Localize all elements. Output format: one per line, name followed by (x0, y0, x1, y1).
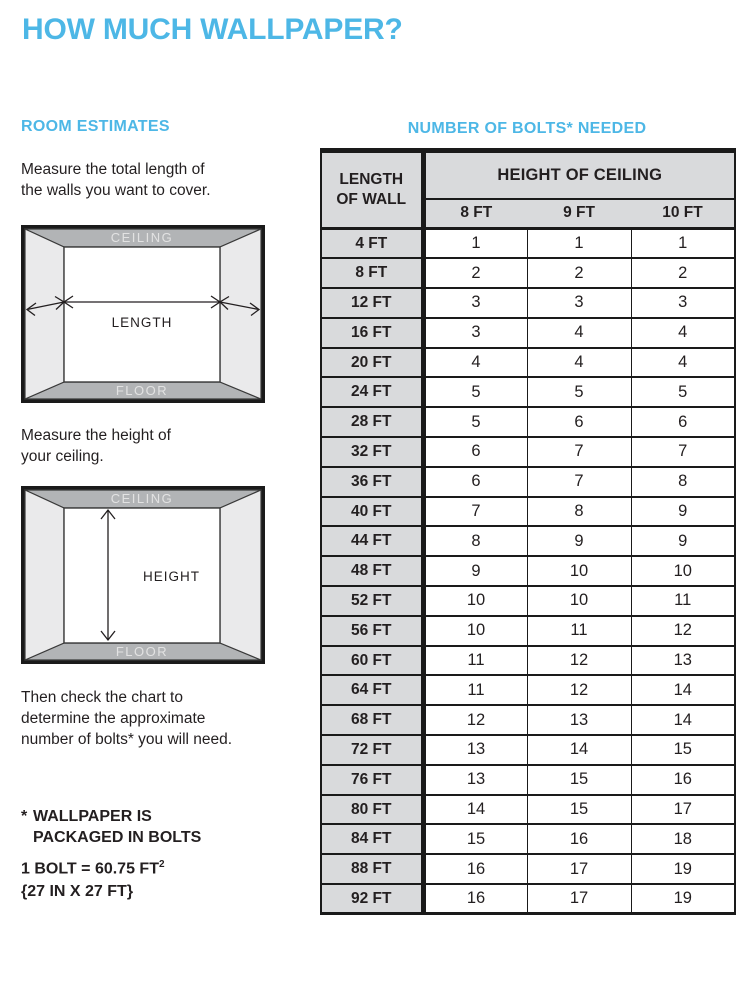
wall-length-cell: 4 FT (321, 229, 423, 259)
table-row (321, 824, 735, 854)
table-row (321, 437, 735, 467)
right-wall (220, 229, 261, 399)
bolt-count-cell: 17 (631, 795, 735, 825)
col-header-8ft: 8 FT (423, 199, 527, 229)
left-wall (25, 229, 64, 399)
bolt-count-cell: 16 (423, 854, 527, 884)
bolt-count-cell: 16 (631, 765, 735, 795)
table-row (321, 318, 735, 348)
length-dim-label: LENGTH (111, 315, 173, 330)
bolt-count-cell: 14 (423, 795, 527, 825)
bolt-count-cell: 9 (631, 526, 735, 556)
wall-length-cell: 52 FT (321, 586, 423, 616)
table-row (321, 288, 735, 318)
bolt-count-cell: 14 (527, 735, 631, 765)
bolt-count-cell: 17 (527, 884, 631, 914)
wallpaper-footnote (21, 806, 201, 848)
bolt-count-cell: 3 (631, 288, 735, 318)
asterisk: * (21, 808, 28, 825)
wall-length-cell: 92 FT (321, 884, 423, 914)
room-estimates-heading: ROOM ESTIMATES (21, 118, 170, 135)
table-row (321, 586, 735, 616)
table-row (321, 646, 735, 676)
bolt-count-cell: 19 (631, 884, 735, 914)
bolt-count-cell: 13 (527, 705, 631, 735)
wall-length-cell: 28 FT (321, 407, 423, 437)
footnote-text1: WALLPAPER IS (33, 808, 152, 825)
bolt-count-cell: 2 (527, 258, 631, 288)
length-of-wall-header (321, 151, 423, 229)
bolt-count-cell: 9 (631, 497, 735, 527)
bolt-count-cell: 16 (423, 884, 527, 914)
squared-superscript: 2 (158, 859, 165, 870)
bolt-count-cell: 2 (423, 258, 527, 288)
bolt-count-cell: 11 (423, 646, 527, 676)
table-row (321, 526, 735, 556)
bolt-count-cell: 14 (631, 705, 735, 735)
bolt-count-cell: 12 (423, 705, 527, 735)
wall-length-cell: 76 FT (321, 765, 423, 795)
bolt-count-cell: 1 (527, 229, 631, 259)
length-of-wall-line2: OF WALL (336, 191, 407, 208)
bolt-count-cell: 15 (631, 735, 735, 765)
bolt-count-cell: 11 (423, 675, 527, 705)
table-row (321, 735, 735, 765)
table-header (321, 151, 735, 229)
wall-length-cell: 64 FT (321, 675, 423, 705)
bolt-count-cell: 13 (631, 646, 735, 676)
table-row (321, 854, 735, 884)
wall-length-cell: 44 FT (321, 526, 423, 556)
bolt-count-cell: 8 (423, 526, 527, 556)
bolt-count-cell: 10 (423, 616, 527, 646)
page-title: HOW MUCH WALLPAPER? (22, 13, 403, 46)
table-row (321, 765, 735, 795)
right-wall (220, 490, 261, 660)
floor-label: FLOOR (115, 644, 169, 659)
bolt-count-cell: 1 (631, 229, 735, 259)
left-wall (25, 490, 64, 660)
wall-length-cell: 24 FT (321, 377, 423, 407)
bolt-count-cell: 11 (527, 616, 631, 646)
table-row (321, 377, 735, 407)
bolt-count-cell: 6 (423, 437, 527, 467)
table-row (321, 229, 735, 259)
table-row (321, 407, 735, 437)
bolt-count-cell: 15 (527, 795, 631, 825)
instruction-chart-line1: Then check the chart to (21, 689, 183, 706)
wall-length-cell: 40 FT (321, 497, 423, 527)
bolt-count-cell: 7 (631, 437, 735, 467)
bolt-count-cell: 12 (527, 646, 631, 676)
table-row (321, 616, 735, 646)
bolts-table (320, 148, 736, 915)
bolt-count-cell: 7 (527, 437, 631, 467)
wall-length-cell: 88 FT (321, 854, 423, 884)
bolt-count-cell: 14 (631, 675, 735, 705)
bolt-count-cell: 3 (527, 288, 631, 318)
room-height-diagram (21, 486, 265, 664)
bolts-needed-heading: NUMBER OF BOLTS* NEEDED (407, 120, 647, 137)
table-row (321, 467, 735, 497)
instruction-chart (21, 687, 232, 750)
bolt-count-cell: 4 (527, 318, 631, 348)
wall-length-cell: 68 FT (321, 705, 423, 735)
table-row (321, 348, 735, 378)
ceiling-label: CEILING (110, 230, 174, 245)
bolt-count-cell: 9 (423, 556, 527, 586)
bolt-count-cell: 12 (527, 675, 631, 705)
wall-length-cell: 32 FT (321, 437, 423, 467)
footnote-line1 (21, 806, 201, 827)
room-length-diagram (21, 225, 265, 403)
bolt-count-cell: 10 (423, 586, 527, 616)
table-row (321, 884, 735, 914)
wall-length-cell: 16 FT (321, 318, 423, 348)
bolt-count-cell: 7 (423, 497, 527, 527)
table-row (321, 675, 735, 705)
bolt-count-cell: 6 (631, 407, 735, 437)
table-row (321, 258, 735, 288)
wall-length-cell: 84 FT (321, 824, 423, 854)
col-header-9ft: 9 FT (527, 199, 631, 229)
height-dim-label: HEIGHT (143, 569, 201, 584)
bolt-count-cell: 12 (631, 616, 735, 646)
bolt-count-cell: 5 (423, 407, 527, 437)
bolt-count-cell: 15 (423, 824, 527, 854)
instruction-chart-line3: number of bolts* you will need. (21, 731, 233, 748)
bolt-count-cell: 4 (423, 348, 527, 378)
bolt-count-cell: 4 (527, 348, 631, 378)
bolt-equation (21, 859, 165, 878)
wall-length-cell: 72 FT (321, 735, 423, 765)
bolt-count-cell: 10 (527, 556, 631, 586)
bolt-count-cell: 13 (423, 765, 527, 795)
bolt-count-cell: 6 (423, 467, 527, 497)
wall-length-cell: 8 FT (321, 258, 423, 288)
bolt-count-cell: 5 (631, 377, 735, 407)
instruction-chart-line2: determine the approximate (21, 710, 206, 727)
table-row (321, 497, 735, 527)
bolt-count-cell: 18 (631, 824, 735, 854)
bolt-count-cell: 17 (527, 854, 631, 884)
col-header-10ft: 10 FT (631, 199, 735, 229)
bolt-count-cell: 11 (631, 586, 735, 616)
instruction-length-line2: the walls you want to cover. (21, 182, 211, 199)
length-of-wall-line1: LENGTH (339, 171, 404, 188)
bolt-count-cell: 4 (631, 318, 735, 348)
bolt-count-cell: 19 (631, 854, 735, 884)
instruction-height (21, 425, 171, 467)
bolt-count-cell: 9 (527, 526, 631, 556)
bolt-table (320, 148, 736, 915)
ceiling-label: CEILING (110, 491, 174, 506)
wall-length-cell: 48 FT (321, 556, 423, 586)
bolt-count-cell: 3 (423, 288, 527, 318)
instruction-length (21, 159, 211, 201)
bolt-count-cell: 5 (423, 377, 527, 407)
bolt-count-cell: 1 (423, 229, 527, 259)
table-row (321, 556, 735, 586)
bolt-count-cell: 3 (423, 318, 527, 348)
bolt-dimensions: {27 IN X 27 FT} (21, 883, 134, 900)
instruction-length-line1: Measure the total length of (21, 161, 205, 178)
bolt-count-cell: 6 (527, 407, 631, 437)
bolt-count-cell: 16 (527, 824, 631, 854)
bolt-count-cell: 13 (423, 735, 527, 765)
bolt-table-body (321, 229, 735, 914)
bolt-count-cell: 7 (527, 467, 631, 497)
wall-length-cell: 80 FT (321, 795, 423, 825)
table-row (321, 705, 735, 735)
floor-label: FLOOR (115, 383, 169, 398)
table-row (321, 795, 735, 825)
wall-length-cell: 12 FT (321, 288, 423, 318)
bolt-count-cell: 10 (527, 586, 631, 616)
height-of-ceiling-header: HEIGHT OF CEILING (423, 151, 735, 199)
wall-length-cell: 56 FT (321, 616, 423, 646)
bolt-count-cell: 4 (631, 348, 735, 378)
bolt-count-cell: 2 (631, 258, 735, 288)
instruction-height-line2: your ceiling. (21, 448, 104, 465)
wall-length-cell: 20 FT (321, 348, 423, 378)
wall-length-cell: 60 FT (321, 646, 423, 676)
footnote-text2: PACKAGED IN BOLTS (33, 829, 202, 846)
wall-length-cell: 36 FT (321, 467, 423, 497)
bolt-equation-text: 1 BOLT = 60.75 FT (21, 860, 159, 878)
bolt-count-cell: 15 (527, 765, 631, 795)
instruction-height-line1: Measure the height of (21, 427, 171, 444)
bolt-count-cell: 10 (631, 556, 735, 586)
bolt-count-cell: 8 (527, 497, 631, 527)
bolt-count-cell: 5 (527, 377, 631, 407)
bolt-count-cell: 8 (631, 467, 735, 497)
